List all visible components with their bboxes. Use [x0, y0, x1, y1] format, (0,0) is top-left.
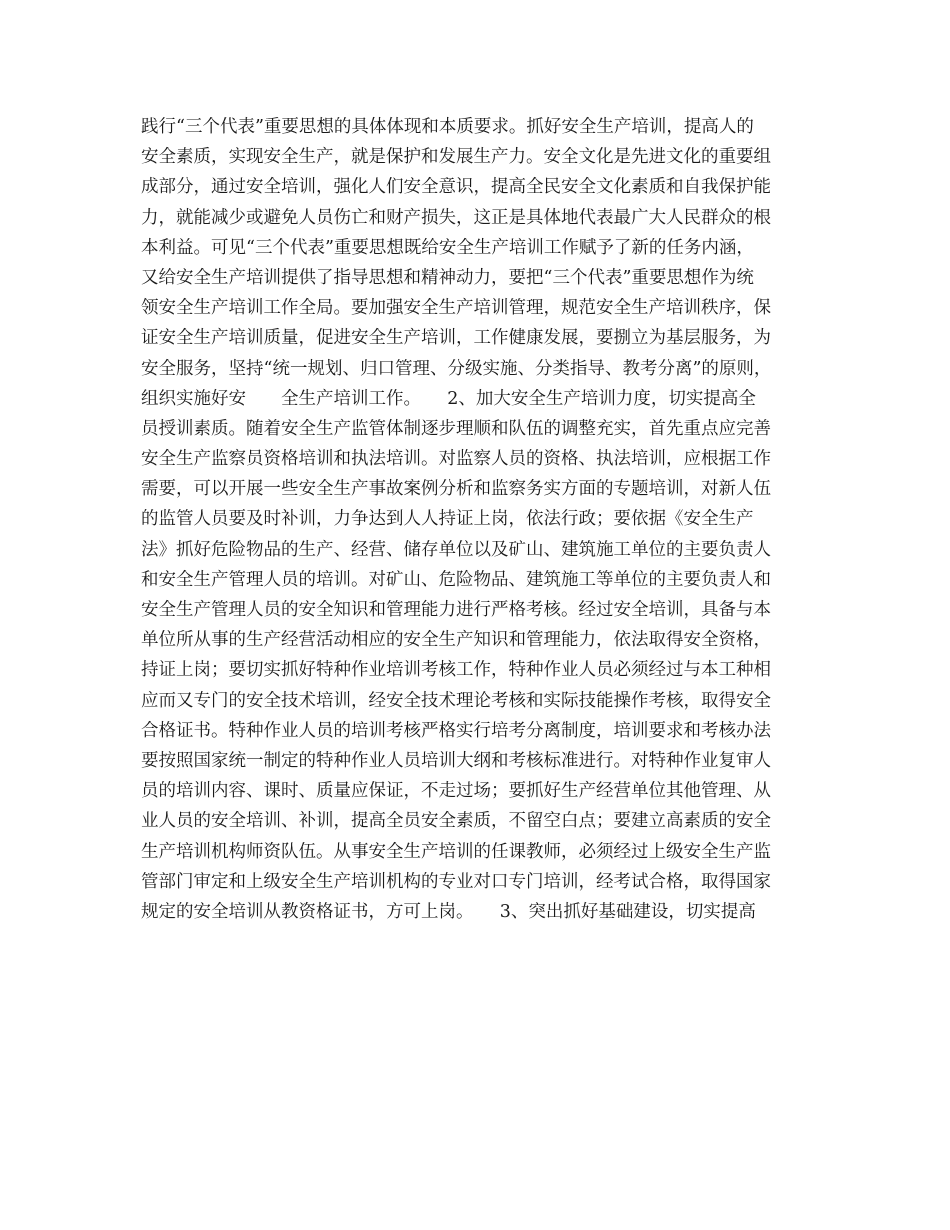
text-line: 管部门审定和上级安全生产培训机构的专业对口专门培训，经考试合格，取得国家 — [141, 871, 771, 892]
text-line: 力，就能减少或避免人员伤亡和财产损失，这正是具体地代表最广大人民群众的根 — [141, 207, 771, 228]
text-line: 持证上岗；要切实抓好特种作业培训考核工作，特种作业人员必须经过与本工种相 — [141, 660, 771, 681]
text-line: 法》抓好危险物品的生产、经营、储存单位以及矿山、建筑施工单位的主要负责人 — [141, 539, 771, 560]
text-line: 安全生产监察员资格培训和执法培训。对监察人员的资格、执法培训，应根据工作 — [141, 449, 771, 470]
text-line: 业人员的安全培训、补训，提高全员安全素质，不留空白点；要建立高素质的安全 — [141, 811, 771, 832]
body-text — [141, 112, 821, 927]
text-line: 应而又专门的安全技术培训，经安全技术理论考核和实际技能操作考核，取得安全 — [141, 690, 771, 711]
text-line: 安全服务，坚持“统一规划、归口管理、分级实施、分类指导、教考分离”的原则， — [141, 358, 772, 379]
text-line: 证安全生产培训质量，促进安全生产培训，工作健康发展，要捌立为基层服务，为 — [141, 328, 771, 349]
text-line: 规定的安全培训从教资格证书，方可上岗。 3、突出抓好基础建设，切实提高 — [141, 901, 756, 922]
text-line: 单位所从事的生产经营活动相应的安全生产知识和管理能力，依法取得安全资格， — [141, 630, 771, 651]
text-line: 安全素质，实现安全生产，就是保护和发展生产力。安全文化是先进文化的重要组 — [141, 147, 771, 168]
text-line: 安全生产管理人员的安全知识和管理能力进行严格考核。经过安全培训，具备与本 — [141, 600, 771, 620]
text-line: 需要，可以开展一些安全生产事故案例分析和监察务实方面的专题培训，对新人伍 — [141, 479, 771, 500]
text-line: 员授训素质。随着安全生产监管体制逐步理顺和队伍的调整充实，首先重点应完善 — [141, 418, 771, 439]
text-line: 又给安全生产培训提供了指导思想和精神动力，要把“三个代表”重要思想作为统 — [141, 267, 754, 288]
text-line: 要按照国家统一制定的特种作业人员培训大纲和考核标准进行。对特种作业复审人 — [141, 750, 771, 771]
text-line: 生产培训机构师资队伍。从事安全生产培训的任课教师，必须经过上级安全生产监 — [141, 841, 771, 862]
text-line: 践行“三个代表”重要思想的具体体现和本质要求。抓好安全生产培训，提高人的 — [141, 117, 754, 137]
text-line: 成部分，通过安全培训，强化人们安全意识，提高全民安全文化素质和自我保护能 — [141, 177, 771, 198]
text-line: 的监管人员要及时补训，力争达到人人持证上岗，依法行政；要依据《安全生产 — [141, 509, 754, 530]
text-line: 组织实施好安 全生产培训工作。 2、加大安全生产培训力度，切实提高全 — [141, 388, 756, 409]
text-line: 本利益。可见“三个代表”重要思想既给安全生产培训工作赋予了新的任务内涵， — [141, 237, 754, 258]
text-line: 员的培训内容、课时、质量应保证，不走过场；要抓好生产经营单位其他管理、从 — [141, 781, 771, 802]
text-line: 领安全生产培训工作全局。要加强安全生产培训管理，规范安全生产培训秩序，保 — [141, 298, 771, 319]
text-line: 合格证书。特种作业人员的培训考核严格实行培考分离制度，培训要求和考核办法 — [141, 720, 771, 741]
text-line: 和安全生产管理人员的培训。对矿山、危险物品、建筑施工等单位的主要负责人和 — [141, 569, 771, 590]
